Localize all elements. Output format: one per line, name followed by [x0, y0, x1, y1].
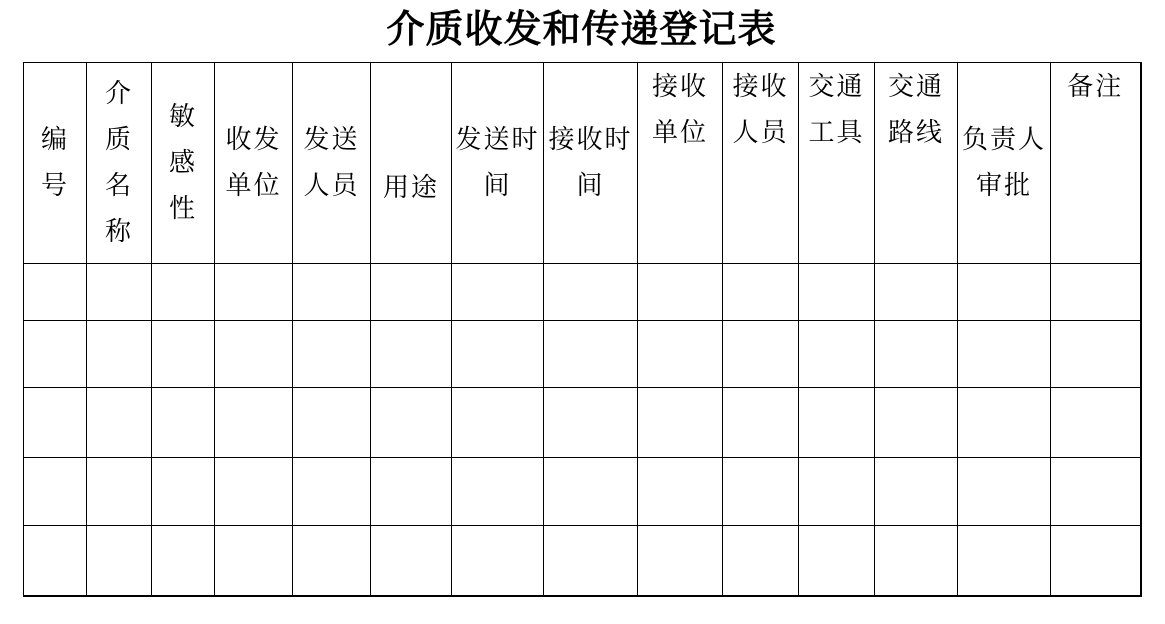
- table-row: [24, 526, 1141, 596]
- col-header-send-time: [452, 63, 544, 264]
- media-transfer-registration-table: [23, 62, 1142, 597]
- table-cell[interactable]: [958, 388, 1051, 458]
- table-cell[interactable]: [544, 526, 638, 596]
- col-header-media-name: [87, 63, 152, 264]
- table-cell[interactable]: [215, 388, 293, 458]
- table-cell[interactable]: [24, 458, 87, 526]
- table-cell[interactable]: [215, 264, 293, 321]
- table-cell[interactable]: [452, 458, 544, 526]
- table-cell[interactable]: [152, 388, 215, 458]
- table-cell[interactable]: [371, 264, 452, 321]
- table-cell[interactable]: [875, 321, 958, 388]
- table-cell[interactable]: [1051, 458, 1141, 526]
- table-row: [24, 458, 1141, 526]
- table-cell[interactable]: [87, 458, 152, 526]
- table-row: [24, 321, 1141, 388]
- table-cell[interactable]: [875, 526, 958, 596]
- col-header-approver: [958, 63, 1051, 264]
- table-cell[interactable]: [215, 458, 293, 526]
- table-cell[interactable]: [723, 321, 799, 388]
- header-label-line: 性: [168, 194, 197, 223]
- col-header-sensitivity: [152, 63, 215, 264]
- table-cell[interactable]: [371, 526, 452, 596]
- table-cell[interactable]: [87, 264, 152, 321]
- header-label-line: 名: [104, 171, 133, 200]
- table-cell[interactable]: [958, 458, 1051, 526]
- table-cell[interactable]: [544, 264, 638, 321]
- table-cell[interactable]: [293, 458, 371, 526]
- table-cell[interactable]: [544, 458, 638, 526]
- table-cell[interactable]: [1051, 264, 1141, 321]
- header-label-line: 编: [40, 125, 69, 154]
- header-label-line: 感: [168, 148, 197, 177]
- header-label-line: 接收时: [548, 125, 633, 154]
- col-header-receiver: [723, 63, 799, 264]
- table-cell[interactable]: [371, 458, 452, 526]
- table-cell[interactable]: [452, 321, 544, 388]
- header-label-line: 负责人: [961, 125, 1046, 154]
- header-label-line: 间: [483, 171, 512, 200]
- table-cell[interactable]: [371, 321, 452, 388]
- table-cell[interactable]: [1051, 321, 1141, 388]
- table-cell[interactable]: [958, 264, 1051, 321]
- header-label-line: 质: [104, 125, 133, 154]
- table-cell[interactable]: [371, 388, 452, 458]
- header-label-line: 交通: [887, 72, 944, 101]
- table-cell[interactable]: [958, 526, 1051, 596]
- table-cell[interactable]: [152, 526, 215, 596]
- col-header-transport-vehicle: [799, 63, 875, 264]
- header-label-line: 间: [576, 171, 605, 200]
- table-cell[interactable]: [152, 321, 215, 388]
- header-label-line: 接收: [651, 72, 708, 101]
- header-label-line: 称: [104, 217, 133, 246]
- table-cell[interactable]: [24, 264, 87, 321]
- header-label-line: 人员: [303, 171, 360, 200]
- col-header-number: [24, 63, 87, 264]
- table-cell[interactable]: [24, 388, 87, 458]
- table-cell[interactable]: [638, 526, 723, 596]
- table-cell[interactable]: [87, 321, 152, 388]
- col-header-receiving-unit: [638, 63, 723, 264]
- table-cell[interactable]: [799, 264, 875, 321]
- header-label-line: 单位: [225, 171, 282, 200]
- table-cell[interactable]: [1051, 388, 1141, 458]
- table-cell[interactable]: [87, 526, 152, 596]
- table-cell[interactable]: [723, 526, 799, 596]
- header-label-line: 交通: [808, 72, 865, 101]
- page-title: 介质收发和传递登记表: [386, 9, 777, 51]
- table-cell[interactable]: [452, 388, 544, 458]
- header-label-line: 号: [40, 171, 69, 200]
- col-header-transport-route: [875, 63, 958, 264]
- table-cell[interactable]: [799, 388, 875, 458]
- table-cell[interactable]: [87, 388, 152, 458]
- col-header-receive-time: [544, 63, 638, 264]
- header-label-line: 人员: [732, 118, 789, 147]
- table-cell[interactable]: [544, 321, 638, 388]
- table-header-row: [24, 63, 1141, 264]
- header-label-line: 工具: [808, 118, 865, 147]
- table-cell[interactable]: [152, 264, 215, 321]
- table-cell[interactable]: [215, 321, 293, 388]
- table-cell[interactable]: [723, 388, 799, 458]
- table-cell[interactable]: [638, 264, 723, 321]
- table-cell[interactable]: [152, 458, 215, 526]
- col-header-sender: [293, 63, 371, 264]
- header-label-line: 发送时: [455, 125, 540, 154]
- table-cell[interactable]: [293, 388, 371, 458]
- table-cell[interactable]: [799, 458, 875, 526]
- col-header-remarks: [1051, 63, 1141, 264]
- header-label-line: 介: [104, 79, 133, 108]
- table-cell[interactable]: [723, 458, 799, 526]
- table-cell[interactable]: [452, 264, 544, 321]
- table-cell[interactable]: [799, 526, 875, 596]
- header-label-line: 发送: [303, 125, 360, 154]
- table-cell[interactable]: [875, 388, 958, 458]
- table-cell[interactable]: [215, 526, 293, 596]
- table-row: [24, 388, 1141, 458]
- header-label-line: 备注: [1067, 72, 1124, 101]
- table-row: [24, 264, 1141, 321]
- table-cell[interactable]: [723, 264, 799, 321]
- table-cell[interactable]: [638, 321, 723, 388]
- header-label-line: 审批: [975, 171, 1032, 200]
- header-label-line: 敏: [168, 102, 197, 131]
- table-cell[interactable]: [875, 264, 958, 321]
- header-label-line: 单位: [651, 118, 708, 147]
- table-cell[interactable]: [293, 321, 371, 388]
- col-header-send-receive-unit: [215, 63, 293, 264]
- table-cell[interactable]: [24, 321, 87, 388]
- table-cell[interactable]: [24, 526, 87, 596]
- table-cell[interactable]: [544, 388, 638, 458]
- table-cell[interactable]: [799, 321, 875, 388]
- table-cell[interactable]: [293, 526, 371, 596]
- col-header-purpose: [371, 63, 452, 264]
- header-label-line: 用途: [382, 173, 439, 202]
- table-cell[interactable]: [293, 264, 371, 321]
- header-label-line: 接收: [732, 72, 789, 101]
- header-label-line: 收发: [225, 125, 282, 154]
- table-cell[interactable]: [875, 458, 958, 526]
- table-cell[interactable]: [638, 458, 723, 526]
- header-label-line: 路线: [887, 118, 944, 147]
- table-cell[interactable]: [958, 321, 1051, 388]
- table-cell[interactable]: [452, 526, 544, 596]
- table-cell[interactable]: [1051, 526, 1141, 596]
- table-cell[interactable]: [638, 388, 723, 458]
